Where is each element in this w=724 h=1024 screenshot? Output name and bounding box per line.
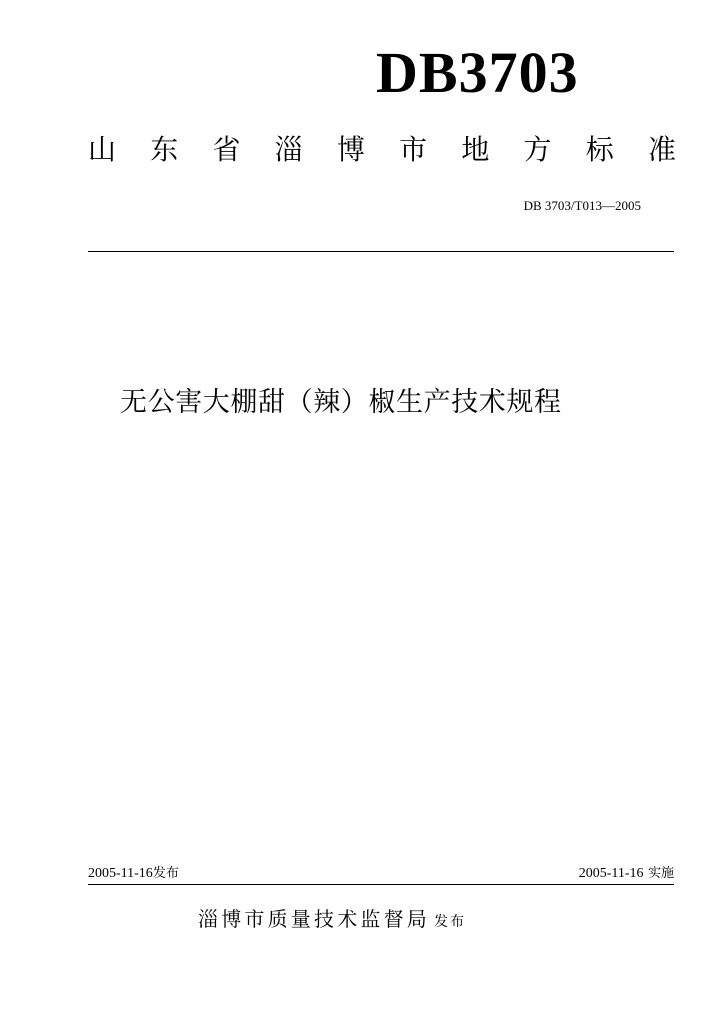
category-char: 准: [647, 133, 676, 166]
implement-date-line: [579, 866, 674, 881]
category-char: 方: [523, 133, 552, 166]
standard-number: DB 3703/T013—2005: [523, 198, 641, 213]
category-char: 市: [399, 133, 428, 166]
header-divider: [88, 251, 674, 252]
category-char: 东: [150, 133, 179, 166]
footer-divider: [88, 884, 674, 885]
publish-date: 2005-11-16: [88, 866, 153, 881]
implement-date: 2005-11-16: [578, 866, 644, 881]
document-title: 无公害大棚甜（辣）椒生产技术规程: [120, 387, 562, 418]
implement-label: 实施: [647, 866, 674, 881]
standard-category: [88, 133, 676, 166]
category-char: 山: [88, 133, 117, 166]
issuer-name: 淄博市质量技术监督局: [198, 907, 430, 931]
standard-code: DB3703: [376, 40, 579, 105]
category-char: 省: [212, 133, 241, 166]
category-char: 淄: [274, 133, 303, 166]
issuer-suffix: 发布: [434, 914, 466, 930]
category-char: 标: [585, 133, 614, 166]
publish-date-line: [88, 866, 179, 881]
publish-label: 发布: [152, 866, 179, 881]
issuer-line: [198, 909, 466, 929]
category-char: 博: [336, 133, 365, 166]
category-char: 地: [461, 133, 490, 166]
